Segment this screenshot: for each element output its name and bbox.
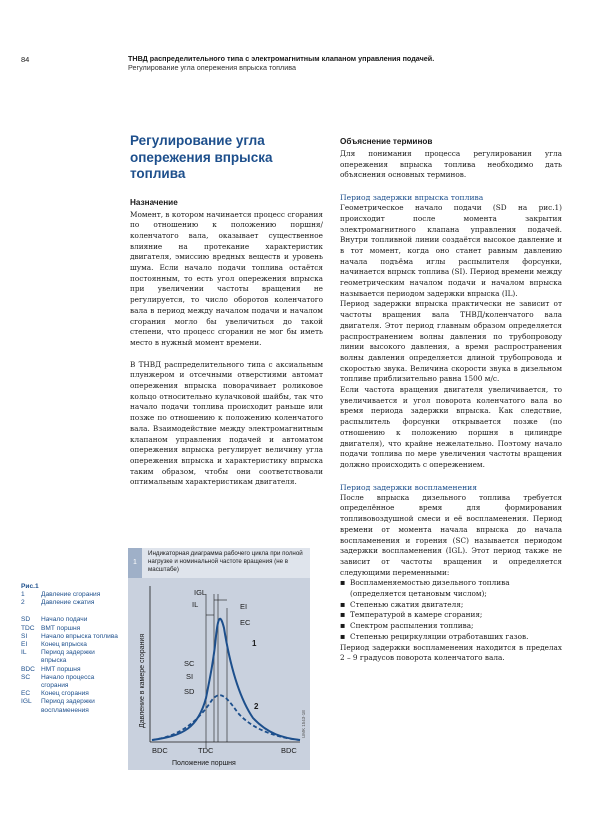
figure-caption <box>128 548 310 578</box>
si-label: SI <box>186 672 194 681</box>
legend-key: 2 <box>21 599 25 607</box>
legend-key: SC <box>21 673 31 681</box>
legend-value: НМТ поршня <box>41 665 81 673</box>
term-heading: Период задержки воспламенения <box>340 482 477 492</box>
header-title: ТНВД распределительного типа с электромагнитным клапаном управления подачей. <box>128 54 435 63</box>
legend-value: Период задержки впрыска <box>41 649 95 665</box>
paragraph: Момент, в котором начинается процесс сгорания по отношению к положению поршня/коленчатого вала, оказывает существенное влияние на протекание характеристик двигателя, эмиссию вредных веществ и уровень шума. Если начало подачи топлива остаётся постоянным, то есть угол опережения впрыска при увеличении частоты вращения не регулируется, то число оборотов коленчатого вала в период между началом подачи и началом сгорания могло бы увеличиться до такой степени, что процесс сгорания не мог бы иметь место в нужный момент времени. <box>130 209 323 347</box>
subsection-heading: Назначение <box>130 197 178 207</box>
legend-key: IL <box>21 649 27 657</box>
legend-key: 1 <box>21 591 25 598</box>
legend-value: Начало процесса сгорания <box>41 673 95 690</box>
compression-curve <box>152 695 300 740</box>
list-item: ▪ Степенью сжатия двигателя; <box>340 600 562 611</box>
paragraph: Период задержки воспламенения находится в пределах 2 – 9 градусов поворота коленчатого вала. <box>340 642 562 663</box>
legend-key: BDC <box>21 665 35 673</box>
legend-item <box>21 649 121 665</box>
legend-key: TDC <box>21 624 35 632</box>
sc-label: SC <box>184 659 195 668</box>
right-column <box>340 136 562 664</box>
ei-label: EI <box>240 602 248 611</box>
legend-title: Рис.1 <box>21 583 39 590</box>
list-item: ▪ Степенью рециркуляции отработавших газов. <box>340 632 562 643</box>
legend-key: IGL <box>21 698 32 706</box>
tick-label-bdc: BDC <box>281 746 297 755</box>
left-column <box>130 133 323 488</box>
legend-value: Давление сжатия <box>41 599 95 607</box>
figure-code: UMK 1543-1E <box>301 709 306 738</box>
ec-label: EC <box>240 618 251 627</box>
tick-label-bdc: BDC <box>152 746 168 755</box>
legend-item <box>21 674 121 690</box>
curve-2-label: 2 <box>254 702 259 711</box>
legend-item <box>21 690 121 698</box>
section-title: Регулирование угла опережения впрыска топлива <box>130 133 273 181</box>
legend-value: Конец сгорания <box>41 690 89 698</box>
legend-key: EI <box>21 641 28 649</box>
terms-heading: Объяснение терминов <box>340 137 433 146</box>
legend-item <box>21 633 121 641</box>
bullet-list <box>340 578 562 642</box>
paragraph: После впрыска дизельного топлива требуется определённое время для формирования топливовоздушной смеси и её воспламенения. Период времени от момента начала впрыска до начала воспламенения и горения (SC) называется периодом задержки воспламенения (IGL). Этот период также не зависит от частоты вращения и определяется следующими переменными: <box>340 492 562 577</box>
list-item: ▪ Воспламеняемостью дизельного топлива (определяется цетановым числом); <box>340 578 562 599</box>
legend-value: ВМТ поршня <box>41 624 81 632</box>
legend-value: Начало впрыска топлива <box>41 632 118 640</box>
il-label: IL <box>192 600 199 609</box>
curve-1-label: 1 <box>252 639 257 648</box>
legend-key: EC <box>21 690 31 698</box>
x-axis-label: Положение поршня <box>172 760 236 767</box>
running-header <box>128 54 568 72</box>
combustion-curve <box>152 619 300 740</box>
list-item: ▪ Спектром распыления топлива; <box>340 621 562 632</box>
igl-label: IGL <box>194 588 207 597</box>
legend-value: Давление сгорания <box>41 591 101 598</box>
list-item: ▪ Температурой в камере сгорания; <box>340 610 562 621</box>
y-axis-label: Давление в камере сгорания <box>139 633 146 728</box>
term-heading: Период задержки впрыска топлива <box>340 193 484 203</box>
paragraph: Для понимания процесса регулирования угла опережения впрыска топлива необходимо дать объяснения основных терминов. <box>340 149 562 180</box>
legend-item <box>21 641 121 649</box>
page-number: 84 <box>21 55 30 64</box>
legend-value: Период задержки воспламенения <box>41 698 95 714</box>
figure-caption-text: Индикаторная диаграмма рабочего цикла при полной нагрузке и номинальной частоте вращения (не в масштабе) <box>148 550 303 573</box>
legend-key: SI <box>21 632 28 640</box>
header-subtitle: Регулирование угла опережения впрыска топлива <box>128 63 296 72</box>
legend-item <box>21 591 121 599</box>
pressure-diagram <box>128 578 310 770</box>
legend-item <box>21 616 121 624</box>
legend-item <box>21 666 121 674</box>
paragraph: Геометрическое начало подачи (SD на рис.1) происходит после момента закрытия электромагнитного клапана управления подачей. Внутри топливной линии создаётся высокое давление и в тот момент, когда оно станет равным давлению начала подъёма иглы распылителя форсунки, начинается впрыск топлива (SI). Период времени между геометрическим началом подачи и началом впрыска называется периодом задержки впрыска (IL). <box>340 203 562 298</box>
legend-value: Начало подачи <box>41 616 88 624</box>
legend-item <box>21 599 121 607</box>
figure <box>128 548 310 770</box>
tick-label-tdc: TDC <box>198 746 214 755</box>
figure-number: 1 <box>128 548 142 578</box>
sd-label: SD <box>184 687 195 696</box>
paragraph: Период задержки впрыска практически не зависит от частоты вращения вала ТНВД/коленчатого вала двигателя. Этот период главным образом определяется распространением волны давления по трубопроводу линии высокого давления, а время распространения волны давления определяется длиной трубопровода и скоростью звука. Величина скорости звука в дизельном топливе приблизительно равна 1500 м/с. <box>340 299 562 384</box>
legend-key: SD <box>21 616 31 624</box>
legend-value: Конец впрыска <box>41 641 87 649</box>
legend-item <box>21 698 121 714</box>
paragraph: В ТНВД распределительного типа с аксиальным плунжером и отсечными отверстиями автомат опережения впрыска поворачивает роликовое кольцо относительно кулачковой шайбы, так что начало подачи топлива происходит раньше или позже по отношению к положению коленчатого вала. Взаимодействие между электромагнитным клапаном управления подачей и автоматом опережения впрыска регулирует величину угла опережения впрыска и характеристику впрыска таким образом, чтобы они соответствовали оптимальным характеристикам двигателя. <box>130 359 323 487</box>
legend-item <box>21 625 121 633</box>
figure-legend <box>21 582 121 715</box>
paragraph: Если частота вращения двигателя увеличивается, то увеличивается и угол поворота коленчатого вала во время периода задержки впрыска. Как следствие, распылитель форсунки открывается позже (по отношению к положению поршня в цилиндре двигателя), что крайне нежелательно. Поэтому начало подачи топлива по мере увеличения частоты вращения должно происходить с опережением. <box>340 385 562 469</box>
